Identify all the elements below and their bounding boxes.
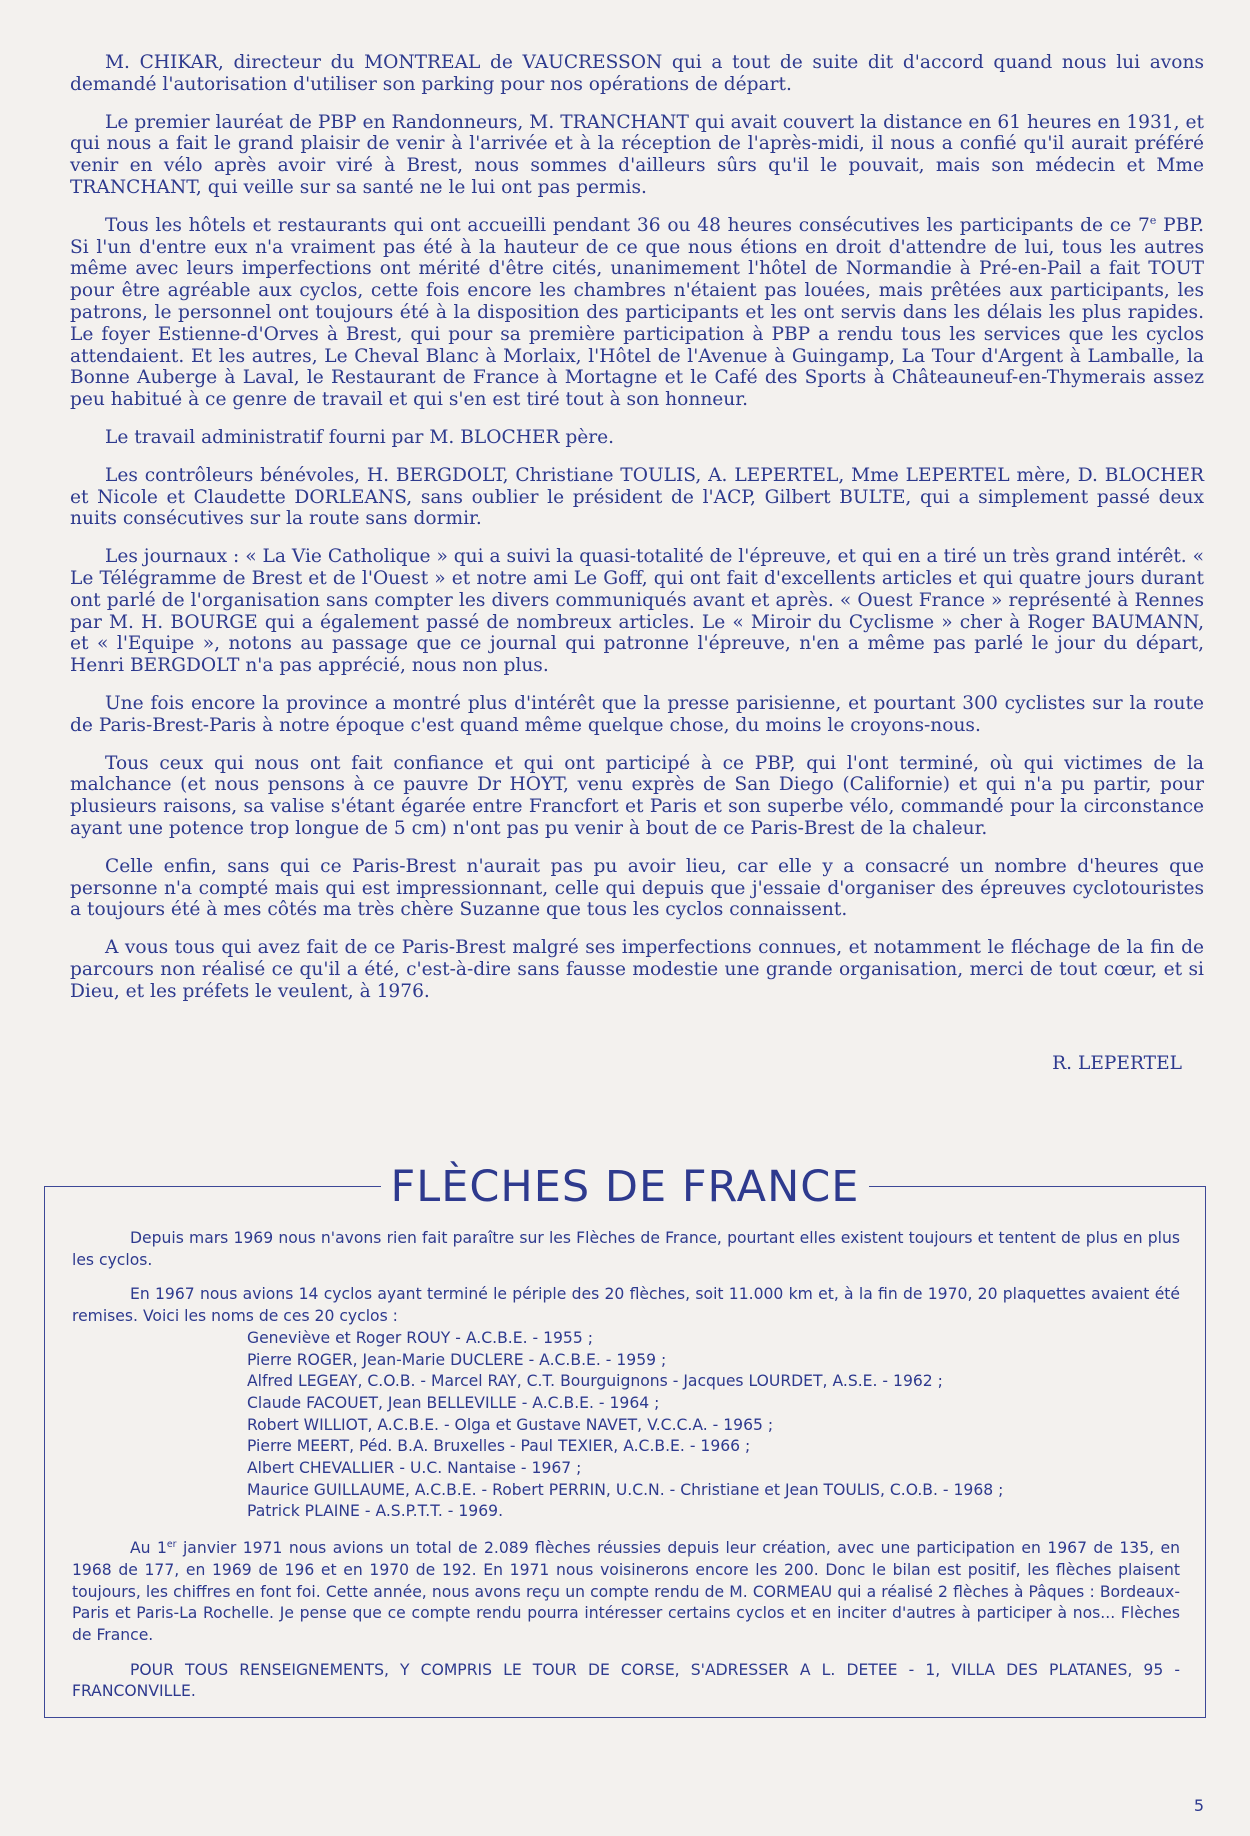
stats-sup: er [166, 1538, 177, 1550]
box-title-text: FLÈCHES DE FRANCE [381, 1162, 870, 1212]
paragraph: A vous tous qui avez fait de ce Paris-Brest malgré ses imperfections connues, et notamment le fléchage de la fin de parcours non réalisé ce qu'il a été, c'est-à-dire sans fausse modestie une grande organisation, merci de tout cœur, et si Dieu, et les préfets le veulent, à 1976. [70, 937, 1204, 1002]
paragraph: Le premier lauréat de PBP en Randonneurs, M. TRANCHANT qui avait couvert la distance en 61 heures en 1931, et qui nous a fait le grand plaisir de venir à l'arrivée et à la réception de l'après-midi, il nous a confié qu'il aurait préféré venir en vélo après avoir viré à Brest, nous sommes d'ailleurs sûrs qu'il le pouvait, mais son médecin et Mme TRANCHANT, qui veille sur sa santé ne le lui ont pas permis. [70, 111, 1204, 198]
box-stats [72, 1538, 1180, 1647]
list-item: Maurice GUILLAUME, A.C.B.E. - Robert PERRIN, U.C.N. - Christiane et Jean TOULIS, C.O.B. - 1968 ; [247, 1480, 1004, 1499]
paragraph: Celle enfin, sans qui ce Paris-Brest n'aurait pas pu avoir lieu, car elle y a consacré un nombre d'heures que personne n'a compté mais qui est impressionnant, celle qui depuis que j'essaie d'organiser des épreuves cyclotouristes a toujours été à mes côtés ma très chère Suzanne que tous les cyclos connaissent. [70, 855, 1204, 921]
signature: R. LEPERTEL [1052, 1053, 1182, 1074]
stats-pre: Au 1 [130, 1539, 167, 1558]
paragraph: M. CHIKAR, directeur du MONTREAL de VAUCRESSON qui a tout de suite dit d'accord quand nous lui avons demandé l'autorisation d'utiliser son parking pour nos opérations de départ. [70, 52, 1204, 95]
stats-rest: janvier 1971 nous avions un total de 2.089 flèches réussies depuis leur création, avec une participation en 1967 de 135, en 1968 de 177, en 1969 de 196 et en 1970 de 192. En 1971 nous voisinerons encore les 200. Donc le bilan est positif, les flèches plaisent toujours, les chiffres en font foi. Cette année, nous avons reçu un compte rendu de M. CORMEAU qui a réalisé 2 flèches à Pâques : Bordeaux-Paris et Paris-La Rochelle. Je pense que ce compte rendu pourra intéresser certains cyclos et en inciter d'autres à participer à nos... Flèches de France. [72, 1539, 1180, 1644]
page-number: 5 [1193, 1796, 1204, 1815]
list-item: Alfred LEGEAY, C.O.B. - Marcel RAY, C.T. Bourguignons - Jacques LOURDET, A.S.E. - 1962 ; [247, 1372, 943, 1391]
list-item: Claude FACOUET, Jean BELLEVILLE - A.C.B.E. - 1964 ; [247, 1393, 660, 1412]
names-list [247, 1328, 1180, 1523]
article [70, 52, 1204, 1002]
list-item: Robert WILLIOT, A.C.B.E. - Olga et Gustave NAVET, V.C.C.A. - 1965 ; [247, 1415, 774, 1434]
paragraph: Les journaux : « La Vie Catholique » qui a suivi la quasi-totalité de l'épreuve, et qui en a tiré un très grand intérêt. « Le Télégramme de Brest et de l'Ouest » et notre ami Le Goff, qui ont fait d'excellents articles et qui quatre jours durant ont parlé de l'organisation sans compter les divers communiqués avant et après. « Ouest France » représenté à Rennes par M. H. BOURGE qui a également passé de nombreux articles. Le « Miroir du Cyclisme » cher à Roger BAUMANN, et « l'Equipe », notons au passage que ce journal qui patronne l'épreuve, n'en a même pas parlé le jour du départ, Henri BERGDOLT n'a pas apprécié, nous non plus. [70, 546, 1204, 677]
box-contact: POUR TOUS RENSEIGNEMENTS, Y COMPRIS LE TOUR DE CORSE, S'ADRESSER A L. DETEE - 1, VILLA DES PLATANES, 95 - FRANCONVILLE. [72, 1660, 1180, 1701]
box-intro: En 1967 nous avions 14 cyclos ayant terminé le périple des 20 flèches, soit 11.000 km et, à la fin de 1970, 20 plaquettes avaient été remises. Voici les noms de ces 20 cyclos : [72, 1285, 1180, 1326]
list-item: Albert CHEVALLIER - U.C. Nantaise - 1967 ; [247, 1459, 582, 1478]
paragraph: Tous les hôtels et restaurants qui ont accueilli pendant 36 ou 48 heures consécutives les participants de ce 7e PBP. Si l'un d'entre eux n'a vraiment pas été à la hauteur de ce que nous étions en droit d'attendre de lui, tous les autres même avec leurs imperfections ont mérité d'être cités, unanimement l'hôtel de Normandie à Pré-en-Pail a fait TOUT pour être agréable aux cyclos, cette fois encore les chambres n'étaient pas louées, mais prêtées aux participants, les patrons, le personnel ont toujours été à la disposition des participants et les ont servis dans les délais les plus rapides. Le foyer Estienne-d'Orves à Brest, qui pour sa première participation à PBP a rendu tous les services que les cyclos attendaient. Et les autres, Le Cheval Blanc à Morlaix, l'Hôtel de l'Avenue à Guingamp, La Tour d'Argent à Lamballe, la Bonne Auberge à Laval, le Restaurant de France à Mortagne et le Café des Sports à Châteauneuf-en-Thymerais assez peu habitué à ce genre de travail et qui s'en est tiré tout à son honneur. [70, 213, 1204, 411]
list-item: Geneviève et Roger ROUY - A.C.B.E. - 1955 ; [247, 1328, 593, 1347]
box-content [72, 1228, 1180, 1716]
paragraph: Le travail administratif fourni par M. BLOCHER père. [105, 426, 615, 448]
list-item: Pierre MEERT, Péd. B.A. Bruxelles - Paul TEXIER, A.C.B.E. - 1966 ; [247, 1437, 751, 1456]
box-title [0, 1162, 1250, 1212]
list-item: Pierre ROGER, Jean-Marie DUCLERE - A.C.B.E. - 1959 ; [247, 1350, 667, 1369]
paragraph: Une fois encore la province a montré plus d'intérêt que la presse parisienne, et pourtant 300 cyclistes sur la route de Paris-Brest-Paris à notre époque c'est quand même quelque chose, du moins le croyons-nous. [70, 692, 1204, 736]
list-item: Patrick PLAINE - A.S.P.T.T. - 1969. [247, 1502, 504, 1521]
paragraph: Tous ceux qui nous ont fait confiance et qui ont participé à ce PBP, qui l'ont terminé, où qui victimes de la malchance (et nous pensons à ce pauvre Dr HOYT, venu exprès de San Diego (Californie) et qui n'a pu partir, pour plusieurs raisons, sa valise s'étant égarée entre Francfort et Paris et son superbe vélo, commandé pour la circonstance ayant une potence trop longue de 5 cm) n'ont pas pu venir à bout de ce Paris-Brest de la chaleur. [70, 752, 1204, 839]
paragraph: Les contrôleurs bénévoles, H. BERGDOLT, Christiane TOULIS, A. LEPERTEL, Mme LEPERTEL mère, D. BLOCHER et Nicole et Claudette DORLEANS, sans oublier le président de l'ACP, Gilbert BULTE, qui a simplement passé deux nuits consécutives sur la route sans dormir. [70, 464, 1204, 530]
box-intro: Depuis mars 1969 nous n'avons rien fait paraître sur les Flèches de France, pourtant elles existent toujours et tentent de plus en plus les cyclos. [72, 1229, 1180, 1269]
